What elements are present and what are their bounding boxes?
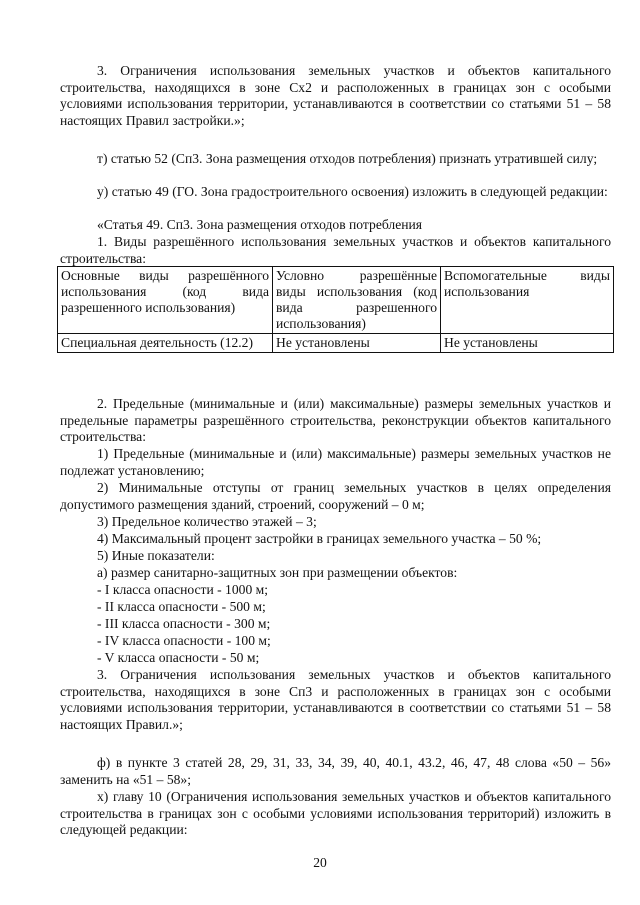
paragraph-item-3: 3) Предельное количество этажей – 3; [97,514,317,529]
table-header-cell: Основные виды разрешённого использования (код вида разрешенного использования) [58,267,273,334]
paragraph-limit-params: 2. Предельные (минимальные и (или) максимальные) размеры земельных участков и предельные параметры разрешённого строительства, реконструкции объектов капитального строительства: [60,396,611,445]
table-cell: Специальная деятельность (12.2) [58,334,273,353]
page-number: 20 [313,855,327,870]
paragraph-zone-sx2-restrictions: 3. Ограничения использования земельных участков и объектов капитального строительства, находящихся в зоне Сх2 и расположенных в границах зон с особыми условиями использования территории, устанавливаются в соответствии со статьями 51 – 58 настоящих Правил застройки.»; [60,63,611,128]
list-item: - III класса опасности - 300 м; [97,616,271,631]
permitted-uses-table [57,266,614,353]
paragraph-permitted-uses-intro: 1. Виды разрешённого использования земельных участков и объектов капитального строительства: [60,234,611,266]
paragraph-item-2: 2) Минимальные отступы от границ земельных участков в целях определения допустимого размещения зданий, строений, сооружений – 0 м; [60,480,611,512]
table-header-row [58,267,614,334]
table-header-cell: Вспомогательные виды использования [441,267,614,334]
list-item: - I класса опасности - 1000 м; [97,582,269,597]
paragraph-item-5: 5) Иные показатели: [97,548,215,563]
paragraph-item-h: х) главу 10 (Ограничения использования земельных участков и объектов капитального строительства в границах зон с особыми условиями использования территорий) изложить в следующей редакции: [60,789,611,838]
paragraph-item-4: 4) Максимальный процент застройки в границах земельного участка – 50 %; [97,531,542,546]
paragraph-article-52-void: т) статью 52 (Сп3. Зона размещения отходов потребления) признать утратившей силу; [97,151,598,166]
article-49-heading: «Статья 49. Сп3. Зона размещения отходов потребления [97,217,423,232]
paragraph-item-a: а) размер санитарно-защитных зон при размещении объектов: [97,565,458,580]
table-cell: Не установлены [273,334,441,353]
table-cell: Не установлены [441,334,614,353]
paragraph-item-1: 1) Предельные (минимальные и (или) максимальные) размеры земельных участков не подлежат установлению; [60,446,611,478]
paragraph-zone-sp3-restrictions: 3. Ограничения использования земельных участков и объектов капитального строительства, находящихся в зоне Сп3 и расположенных в границах зон с особыми условиями использования территории, устанавливаются в соответствии со статьями 51 – 58 настоящих Правил.»; [60,667,611,732]
list-item: - II класса опасности - 500 м; [97,599,266,614]
table-row [58,334,614,353]
paragraph-article-49-amend: у) статью 49 (ГО. Зона градостроительного освоения) изложить в следующей редакции: [97,184,608,199]
table-header-cell: Условно разрешённые виды использования (код вида разрешенного использования) [273,267,441,334]
list-item: - V класса опасности - 50 м; [97,650,260,665]
paragraph-item-f: ф) в пункте 3 статей 28, 29, 31, 33, 34, 39, 40, 40.1, 43.2, 46, 47, 48 слова «50 – 56» заменить на «51 – 58»; [60,755,611,787]
list-item: - IV класса опасности - 100 м; [97,633,271,648]
